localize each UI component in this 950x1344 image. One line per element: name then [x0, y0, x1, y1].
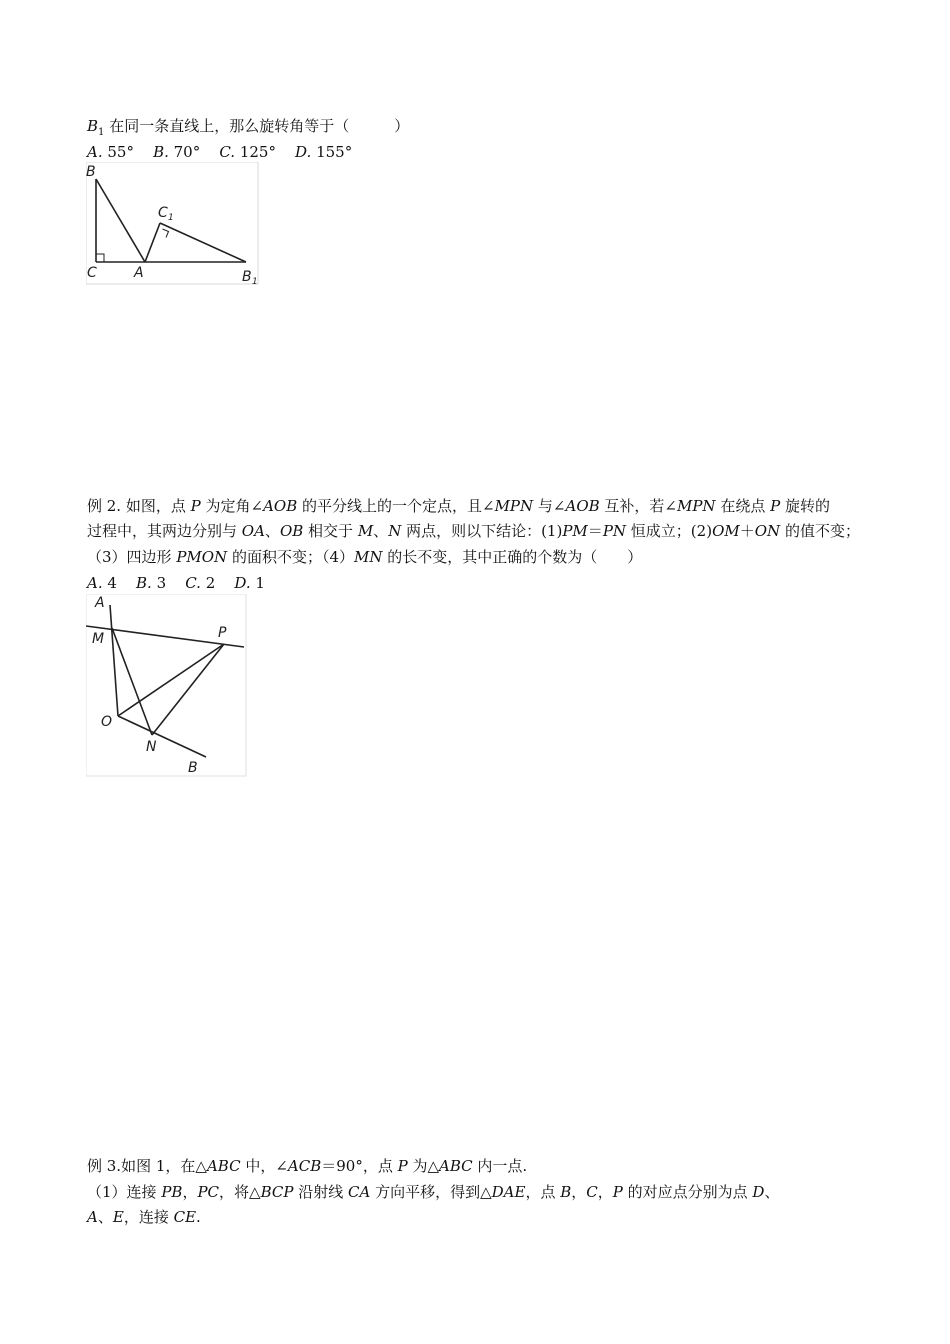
- q2-option-c-letter: C.: [185, 574, 201, 592]
- math-var: AOB: [565, 497, 600, 515]
- text-run: 例 2. 如图，点: [87, 497, 191, 515]
- math-var: A: [87, 1208, 98, 1226]
- text-run: 互补，若∠: [599, 497, 677, 515]
- text-run: ，点: [525, 1183, 561, 1201]
- math-var: MN: [354, 548, 383, 566]
- label-a: A: [134, 265, 144, 281]
- label-b: B: [188, 760, 198, 776]
- q2-option-b-letter: B.: [136, 574, 152, 592]
- text-run: ，: [597, 1183, 613, 1201]
- label-m: M: [92, 631, 105, 647]
- math-var: MPN: [676, 497, 716, 515]
- q1-stem: [87, 115, 409, 144]
- math-var: ACB: [287, 1157, 322, 1175]
- q1-figure-svg: [86, 162, 261, 287]
- q1-option-c-value: 125°: [239, 143, 276, 161]
- math-var: P: [770, 497, 781, 515]
- text-run: ，: [182, 1183, 198, 1201]
- text-run: 与∠: [533, 497, 566, 515]
- math-var: E: [112, 1208, 124, 1226]
- q2-line-3: [87, 546, 642, 568]
- q1-option-b: [153, 143, 200, 161]
- q1-option-b-letter: B.: [153, 143, 169, 161]
- text-run: （3）四边形: [87, 548, 177, 566]
- q1-option-a-letter: A.: [87, 143, 103, 161]
- math-var: OB: [279, 522, 304, 540]
- text-run: 、: [764, 1183, 780, 1201]
- text-run: 中，∠: [240, 1157, 288, 1175]
- label-a: A: [95, 595, 105, 611]
- q1-stem-text: 在同一条直线上，那么旋转角等于（ ）: [109, 117, 410, 135]
- q3-line-3: [87, 1206, 201, 1228]
- math-var: AOB: [263, 497, 298, 515]
- text-run: 的长不变，其中正确的个数为（ ）: [382, 548, 643, 566]
- math-var: PN: [602, 522, 627, 540]
- text-run: 例 3.如图 1，在△: [87, 1157, 207, 1175]
- q1-option-d-value: 155°: [316, 143, 353, 161]
- q3-line-2: [87, 1181, 779, 1203]
- q1-stem-sub: 1: [98, 127, 105, 138]
- text-run: 过程中，其两边分别与: [87, 522, 242, 540]
- q1-option-c-letter: C.: [219, 143, 236, 161]
- label-n: N: [146, 739, 157, 755]
- text-run: 为定角∠: [200, 497, 264, 515]
- q2-option-c: [185, 574, 215, 592]
- text-run: 的对应点分别为点: [622, 1183, 753, 1201]
- q1-option-c: [219, 143, 276, 161]
- math-var: PC: [197, 1183, 220, 1201]
- text-run: .: [196, 1208, 201, 1226]
- q2-option-a-letter: A.: [87, 574, 103, 592]
- q2-option-d-value: 1: [255, 574, 265, 592]
- text-run: 的值不变；: [780, 522, 860, 540]
- math-var: ABC: [439, 1157, 473, 1175]
- q2-figure-frame: [86, 594, 246, 776]
- math-var: P: [190, 497, 201, 515]
- q2-line-2: [87, 520, 860, 542]
- math-var: OA: [241, 522, 265, 540]
- math-var: PMON: [176, 548, 228, 566]
- text-run: ＋: [739, 522, 755, 540]
- q1-figure: [86, 162, 261, 287]
- text-run: 的面积不变；（4）: [227, 548, 354, 566]
- q2-option-b-value: 3: [156, 574, 167, 592]
- label-c1-sub: 1: [168, 213, 174, 223]
- text-run: 在绕点: [715, 497, 771, 515]
- math-var: M: [357, 522, 374, 540]
- text-run: ＝: [587, 522, 603, 540]
- q2-option-b: [136, 574, 166, 592]
- math-var: D: [752, 1183, 765, 1201]
- q1-options: [87, 141, 352, 163]
- math-var: DAE: [491, 1183, 526, 1201]
- label-o: O: [101, 714, 113, 730]
- text-run: ，: [571, 1183, 587, 1201]
- math-var: P: [397, 1157, 408, 1175]
- text-run: ＝90°，点: [321, 1157, 398, 1175]
- q1-option-a-value: 55°: [107, 143, 134, 161]
- text-run: 沿射线: [293, 1183, 348, 1201]
- math-var: OM: [712, 522, 740, 540]
- label-b1-sub: 1: [252, 277, 258, 287]
- math-var: PM: [562, 522, 588, 540]
- text-run: ，将△: [219, 1183, 261, 1201]
- math-var: B: [560, 1183, 572, 1201]
- math-var: ON: [754, 522, 781, 540]
- text-run: 、: [264, 522, 280, 540]
- text-run: 两点，则以下结论：(1): [401, 522, 563, 540]
- q1-option-d-letter: D.: [295, 143, 312, 161]
- math-var: ABC: [206, 1157, 241, 1175]
- math-var: P: [612, 1183, 623, 1201]
- math-var: MPN: [494, 497, 534, 515]
- text-run: 方向平移，得到△: [370, 1183, 492, 1201]
- text-run: 恒成立；(2): [626, 522, 713, 540]
- text-run: 旋转的: [780, 497, 830, 515]
- q1-stem-var: B: [87, 117, 99, 135]
- label-c: C: [87, 265, 97, 281]
- q3-line-1: [87, 1155, 527, 1177]
- q2-option-d: [234, 574, 265, 592]
- label-b: B: [86, 164, 96, 180]
- label-b1: B: [242, 269, 252, 285]
- math-var: CA: [348, 1183, 371, 1201]
- q2-option-c-value: 2: [205, 574, 216, 592]
- text-run: 、: [97, 1208, 113, 1226]
- text-run: （1）连接: [87, 1183, 162, 1201]
- math-var: PB: [161, 1183, 183, 1201]
- math-var: C: [586, 1183, 598, 1201]
- q2-option-a-value: 4: [107, 574, 117, 592]
- text-run: 为△: [407, 1157, 440, 1175]
- math-var: N: [388, 522, 402, 540]
- q2-figure-svg: [86, 594, 248, 779]
- q1-figure-frame: [86, 162, 258, 284]
- q2-option-d-letter: D.: [234, 574, 251, 592]
- text-run: 、: [373, 522, 389, 540]
- text-run: ，连接: [123, 1208, 174, 1226]
- math-var: BCP: [260, 1183, 294, 1201]
- q2-figure: [86, 594, 248, 779]
- label-c1: C: [158, 205, 168, 221]
- text-run: 的平分线上的一个定点，且∠: [297, 497, 495, 515]
- math-var: CE: [173, 1208, 197, 1226]
- q1-option-b-value: 70°: [173, 143, 201, 161]
- text-run: 相交于: [303, 522, 358, 540]
- q2-line-1: [87, 495, 830, 517]
- label-p: P: [218, 625, 227, 641]
- text-run: 内一点.: [472, 1157, 528, 1175]
- q2-options: [87, 572, 265, 594]
- q1-option-a: [87, 143, 134, 161]
- q1-option-d: [295, 143, 352, 161]
- q2-option-a: [87, 574, 117, 592]
